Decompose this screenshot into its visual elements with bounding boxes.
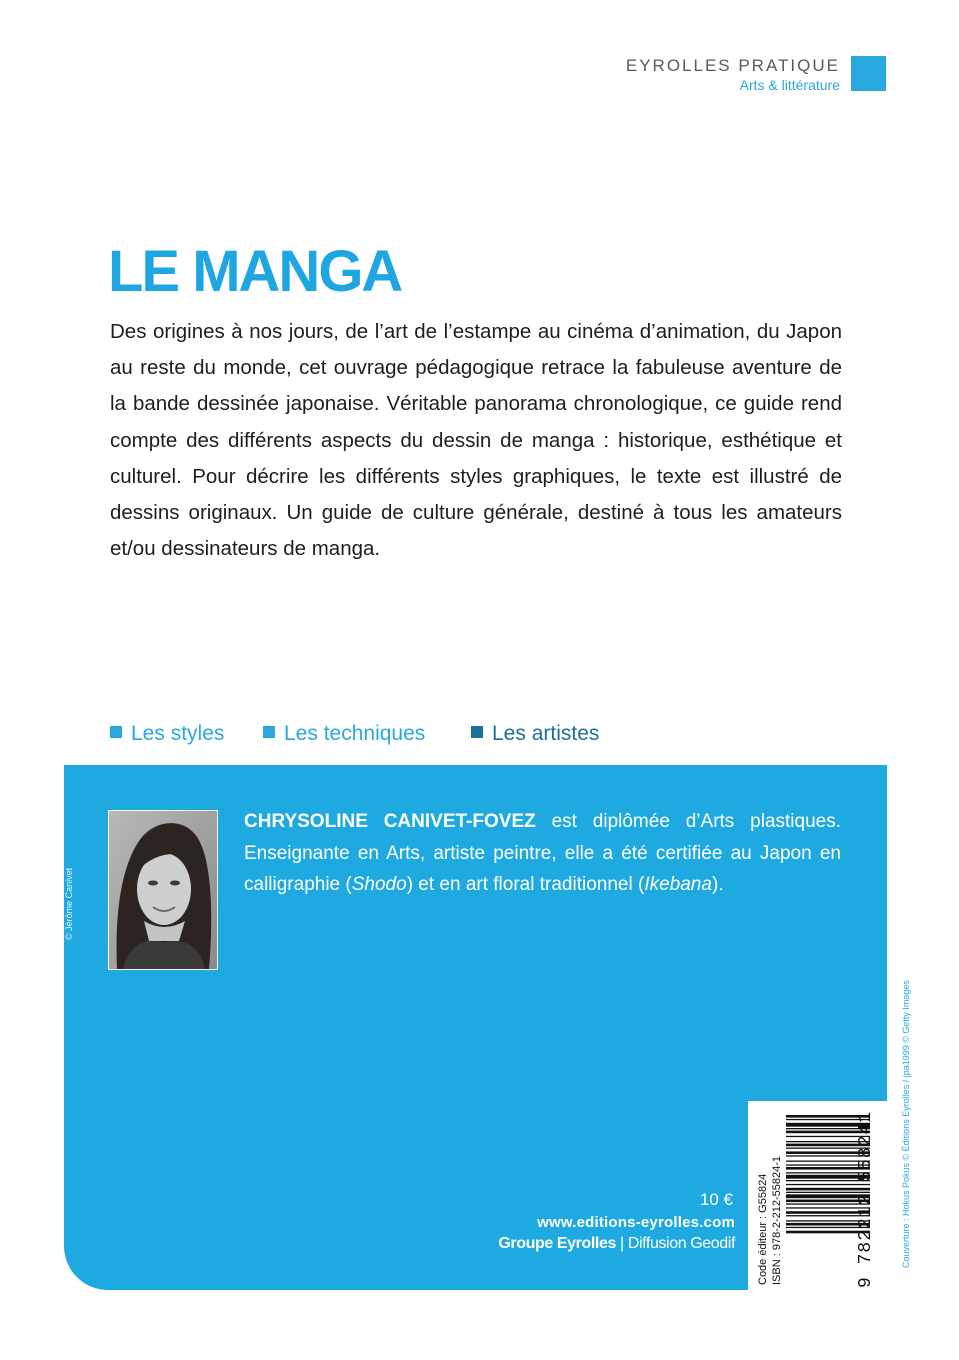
series-subtitle: Arts & littérature bbox=[739, 77, 840, 93]
series-label bbox=[626, 56, 840, 94]
publisher-group: Groupe Eyrolles bbox=[498, 1235, 616, 1252]
publisher-sep: | bbox=[615, 1235, 628, 1252]
bullet-square-icon bbox=[471, 726, 483, 738]
tag-styles bbox=[110, 720, 224, 748]
tag-label: Les styles bbox=[131, 722, 225, 745]
cover-credit: Couverture : Hokus Pokus © Éditions Eyrolles / jpa1999 © Getty Images bbox=[901, 980, 911, 1268]
website-link[interactable]: www.editions-eyrolles.com bbox=[537, 1214, 735, 1231]
author-photo bbox=[108, 810, 218, 970]
bio-ikebana: Ikebana bbox=[644, 874, 712, 895]
price: 10 € bbox=[699, 1190, 733, 1209]
bio-text-2: ) et en art floral traditionnel ( bbox=[406, 874, 645, 895]
book-blurb: Des origines à nos jours, de l’art de l’estampe au cinéma d’animation, du Japon au reste du monde, cet ouvrage pédagogique retrace la fabuleuse aventure de la bande dessinée japonaise. Véritable panorama chronologique, ce guide rend compte des différents aspects du dessin de manga : historique, esthétique et culturel. Pour décrire les différents styles graphiques, le texte est illustré de dessins originaux. Un guide de culture générale, destiné à tous les amateurs et/ou dessinateurs de manga. bbox=[110, 320, 842, 561]
book-title: LE MANGA bbox=[108, 239, 402, 304]
publisher-diffusion: Diffusion Geodif bbox=[627, 1235, 735, 1252]
barcode-codes bbox=[756, 1156, 784, 1285]
isbn: ISBN : 978-2-212-55824-1 bbox=[771, 1155, 783, 1285]
author-portrait-image bbox=[109, 811, 217, 969]
series-title: EYROLLES PRATIQUE bbox=[625, 56, 840, 75]
tag-label: Les artistes bbox=[492, 722, 600, 745]
author-bio bbox=[244, 806, 841, 901]
bio-text-1: est diplômée d’Arts plastiques. Enseignante en Arts, artiste peintre, elle a été certifiée au Japon en calligraphie ( bbox=[244, 811, 842, 895]
author-name: CHRYSOLINE CANIVET-FOVEZ bbox=[244, 811, 536, 832]
barcode-digits: 9 782212 558241 bbox=[856, 1110, 876, 1288]
photo-credit: © Jérôme Canivet bbox=[64, 867, 74, 940]
bio-shodo: Shodo bbox=[351, 874, 407, 895]
publisher-line bbox=[498, 1235, 735, 1253]
tag-techniques bbox=[263, 720, 425, 748]
bullet-square-icon bbox=[110, 726, 122, 738]
bio-text-3: ). bbox=[711, 874, 724, 895]
code-editeur: Code éditeur : G55824 bbox=[757, 1173, 769, 1285]
tag-artistes bbox=[471, 720, 599, 748]
series-square bbox=[851, 56, 886, 91]
tag-label: Les techniques bbox=[284, 722, 426, 745]
bullet-square-icon bbox=[263, 726, 275, 738]
